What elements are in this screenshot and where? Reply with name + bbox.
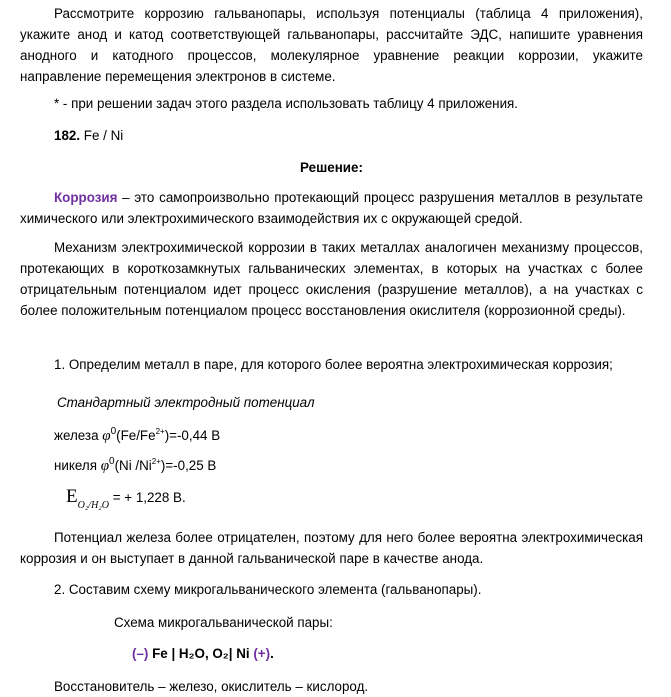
conclusion-paragraph: Потенциал железа более отрицателен, поэтому для него более вероятна электрохимическая коррозия и он выступает в данной гальванической паре в качестве анода. <box>20 530 643 566</box>
problem-number: 182. <box>54 128 81 143</box>
phi-symbol: φ <box>102 428 111 444</box>
problem-pair: Fe / Ni <box>83 128 124 143</box>
step-1: 1. Определим металл в паре, для которого более вероятна электрохимическая коррозия; <box>54 357 613 372</box>
nickel-label: никеля <box>54 458 97 473</box>
oxygen-value: = + 1,228 В. <box>109 490 186 505</box>
iron-value: )=-0,44 В <box>164 428 221 443</box>
nickel-pair: (Ni /Ni <box>114 458 152 473</box>
task-intro: Рассмотрите коррозию гальванопары, используя потенциалы (таблица 4 приложения), укажите анод и катод соответствующей гальванопары, рассчитайте ЭДС, напишите уравнения анодного и катодного процессов, молекулярное уравнение реакции коррозии, укажите направление перемещения электронов в системе. <box>20 6 643 84</box>
nickel-charge: 2+ <box>151 457 161 466</box>
corrosion-definition <box>20 187 643 229</box>
oxygen-potential <box>66 486 186 516</box>
standard-superscript: 0 <box>110 426 117 437</box>
iron-pair: (Fe/Fe <box>116 428 156 443</box>
redox-roles: Восстановитель – железо, окислитель – кислород. <box>54 679 369 694</box>
scheme-label: Схема микрогальванической пары: <box>114 615 333 630</box>
std-potential-label: Стандартный электродный потенциал <box>57 395 315 410</box>
scheme-formula: Fe | H₂O, O₂| Ni <box>148 646 254 661</box>
corrosion-term: Коррозия <box>54 190 118 205</box>
iron-potential <box>54 425 220 447</box>
nickel-potential <box>54 455 216 477</box>
cathode-sign: (+) <box>253 646 271 661</box>
solution-title-text: Решение: <box>300 160 363 175</box>
corrosion-definition-text: – это самопроизвольно протекающий процесс разрушения металлов в результате химического или электрохимического взаимодействия их с окружающей средой. <box>20 190 643 226</box>
scheme-end: . <box>270 646 274 661</box>
iron-label: железа <box>54 428 99 443</box>
anode-sign: (–) <box>132 646 149 661</box>
mechanism-paragraph: Механизм электрохимической коррозии в таких металлах аналогичен механизму процессов, протекающих в короткозамкнутых гальванических элементах, в которых на участках с более отрицательным потенциалом идет процесс окисления (разрушение металлов), а на участках с более положительным потенциалом процесс восстановления окислителя (коррозионной среды). <box>20 240 643 318</box>
problem-header <box>54 125 123 146</box>
galvanic-scheme <box>132 643 274 664</box>
phi-symbol: φ <box>100 458 109 474</box>
solution-title <box>20 157 643 178</box>
nickel-value: )=-0,25 В <box>160 458 217 473</box>
oxygen-subscript: O₂/H₂O <box>77 500 110 511</box>
iron-charge: 2+ <box>155 427 165 436</box>
step-2: 2. Составим схему микрогальванического элемента (гальванопары). <box>54 582 482 597</box>
potential-symbol: E <box>66 486 78 507</box>
standard-superscript: 0 <box>109 456 115 467</box>
table-note: * - при решении задач этого раздела использовать таблицу 4 приложения. <box>54 96 519 111</box>
